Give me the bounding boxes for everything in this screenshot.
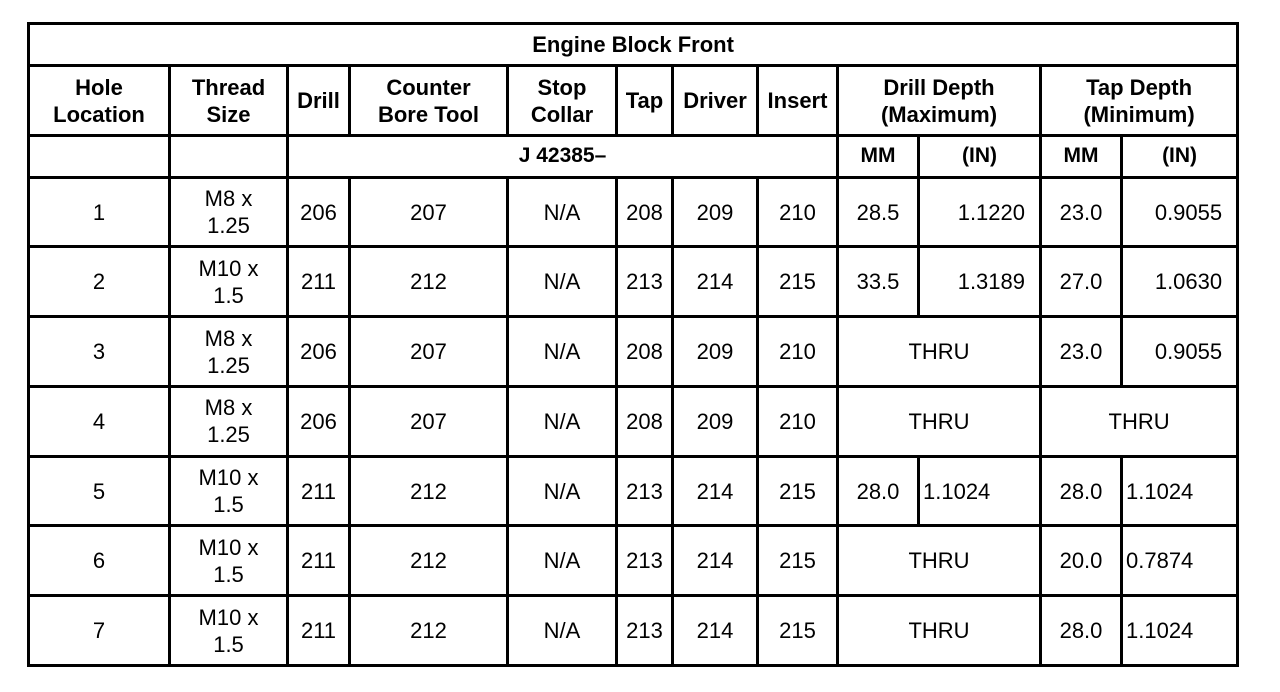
cell-insert: 215 xyxy=(758,596,838,666)
cell-tap-depth-mm: 20.0 xyxy=(1041,526,1122,596)
cell-drill-depth-in: 1.3189 xyxy=(919,247,1041,317)
cell-drill-depth-mm: 28.0 xyxy=(838,456,919,526)
cell-tap: 213 xyxy=(617,247,673,317)
header-thread-size-line2: Size xyxy=(206,101,251,127)
header-thread-size xyxy=(170,66,288,136)
cell-drill-depth-thru: THRU xyxy=(838,526,1041,596)
table-row xyxy=(29,177,1238,247)
cell-counter-bore: 212 xyxy=(350,456,508,526)
cell-tap: 208 xyxy=(617,177,673,247)
header-insert: Insert xyxy=(758,66,838,136)
cell-tap-depth-in: 0.7874 xyxy=(1122,526,1238,596)
header-tap: Tap xyxy=(617,66,673,136)
header-hole-location xyxy=(29,66,170,136)
cell-drill-depth-in: 1.1024 xyxy=(919,456,1041,526)
cell-driver: 209 xyxy=(673,317,758,387)
cell-drill: 211 xyxy=(288,526,350,596)
cell-thread-size xyxy=(170,596,288,666)
cell-tap-depth-mm: 28.0 xyxy=(1041,456,1122,526)
cell-stop-collar: N/A xyxy=(508,526,617,596)
cell-stop-collar: N/A xyxy=(508,177,617,247)
cell-hole-location: 7 xyxy=(29,596,170,666)
cell-tap-depth-mm: 23.0 xyxy=(1041,317,1122,387)
cell-thread-size xyxy=(170,456,288,526)
header-counter-bore-line2: Bore Tool xyxy=(377,101,480,127)
thread-size-line2: 1.25 xyxy=(207,352,250,378)
header-hole-location-line2: Location xyxy=(53,101,145,127)
cell-drill: 206 xyxy=(288,177,350,247)
cell-thread-size xyxy=(170,177,288,247)
cell-counter-bore: 207 xyxy=(350,386,508,456)
cell-insert: 215 xyxy=(758,456,838,526)
cell-drill: 211 xyxy=(288,247,350,317)
header-tap-depth-line1: Tap Depth xyxy=(1086,74,1193,100)
table-row xyxy=(29,596,1238,666)
cell-tap-depth-mm: 28.0 xyxy=(1041,596,1122,666)
cell-thread-size xyxy=(170,247,288,317)
cell-insert: 210 xyxy=(758,317,838,387)
header-hole-location-line1: Hole xyxy=(75,74,123,100)
cell-driver: 214 xyxy=(673,526,758,596)
cell-tap-depth-thru: THRU xyxy=(1041,386,1238,456)
cell-tap: 208 xyxy=(617,386,673,456)
header-thread-size-line1: Thread xyxy=(191,74,266,100)
header-counter-bore-line1: Counter xyxy=(386,74,471,100)
cell-counter-bore: 212 xyxy=(350,596,508,666)
table-row xyxy=(29,317,1238,387)
header-drill-depth xyxy=(838,66,1041,136)
cell-tap: 213 xyxy=(617,526,673,596)
subheader-tap-in: (IN) xyxy=(1122,136,1238,177)
header-drill-depth-line1: Drill Depth xyxy=(883,74,995,100)
cell-tap-depth-in: 1.0630 xyxy=(1122,247,1238,317)
engine-block-front-table xyxy=(27,22,1239,667)
thread-size-line1: M10 x xyxy=(198,255,259,281)
thread-size-line2: 1.25 xyxy=(207,422,250,448)
cell-tap: 213 xyxy=(617,456,673,526)
cell-tap-depth-in: 0.9055 xyxy=(1122,177,1238,247)
cell-insert: 215 xyxy=(758,526,838,596)
cell-thread-size xyxy=(170,386,288,456)
cell-driver: 209 xyxy=(673,386,758,456)
cell-tap-depth-mm: 23.0 xyxy=(1041,177,1122,247)
subheader-drill-mm: MM xyxy=(838,136,919,177)
cell-hole-location: 5 xyxy=(29,456,170,526)
cell-tap-depth-in: 0.9055 xyxy=(1122,317,1238,387)
subheader-drill-in: (IN) xyxy=(919,136,1041,177)
cell-tap: 208 xyxy=(617,317,673,387)
cell-drill-depth-thru: THRU xyxy=(838,386,1041,456)
cell-tap-depth-in: 1.1024 xyxy=(1122,596,1238,666)
thread-size-line2: 1.25 xyxy=(207,213,250,239)
subheader-tap-mm: MM xyxy=(1041,136,1122,177)
cell-counter-bore: 207 xyxy=(350,177,508,247)
cell-drill: 211 xyxy=(288,596,350,666)
cell-tap-depth-mm: 27.0 xyxy=(1041,247,1122,317)
cell-tap: 213 xyxy=(617,596,673,666)
thread-size-line2: 1.5 xyxy=(213,561,244,587)
cell-hole-location: 6 xyxy=(29,526,170,596)
header-driver: Driver xyxy=(673,66,758,136)
header-drill-depth-line2: (Maximum) xyxy=(880,101,998,127)
thread-size-line1: M10 x xyxy=(198,534,259,560)
thread-size-line1: M8 x xyxy=(204,395,253,421)
table-row xyxy=(29,526,1238,596)
cell-drill-depth-thru: THRU xyxy=(838,596,1041,666)
subheader-empty-hole xyxy=(29,136,170,177)
cell-drill-depth-thru: THRU xyxy=(838,317,1041,387)
header-drill: Drill xyxy=(288,66,350,136)
cell-insert: 210 xyxy=(758,177,838,247)
header-stop-collar-line2: Collar xyxy=(530,101,594,127)
cell-thread-size xyxy=(170,526,288,596)
cell-drill-depth-mm: 28.5 xyxy=(838,177,919,247)
table-row xyxy=(29,247,1238,317)
cell-stop-collar: N/A xyxy=(508,456,617,526)
cell-stop-collar: N/A xyxy=(508,317,617,387)
cell-tap-depth-in: 1.1024 xyxy=(1122,456,1238,526)
cell-stop-collar: N/A xyxy=(508,596,617,666)
cell-counter-bore: 207 xyxy=(350,317,508,387)
cell-driver: 209 xyxy=(673,177,758,247)
header-counter-bore-tool xyxy=(350,66,508,136)
subheader-tool-prefix: J 42385– xyxy=(288,136,838,177)
table-row xyxy=(29,456,1238,526)
cell-stop-collar: N/A xyxy=(508,247,617,317)
thread-size-line1: M10 x xyxy=(198,465,259,491)
header-tap-depth-line2: (Minimum) xyxy=(1083,101,1195,127)
thread-size-line2: 1.5 xyxy=(213,492,244,518)
thread-size-line2: 1.5 xyxy=(213,282,244,308)
cell-hole-location: 1 xyxy=(29,177,170,247)
cell-insert: 210 xyxy=(758,386,838,456)
cell-hole-location: 3 xyxy=(29,317,170,387)
header-stop-collar xyxy=(508,66,617,136)
header-stop-collar-line1: Stop xyxy=(537,74,587,100)
cell-drill: 206 xyxy=(288,386,350,456)
thread-size-line1: M8 x xyxy=(204,325,253,351)
cell-insert: 215 xyxy=(758,247,838,317)
cell-counter-bore: 212 xyxy=(350,247,508,317)
cell-driver: 214 xyxy=(673,596,758,666)
cell-driver: 214 xyxy=(673,247,758,317)
cell-hole-location: 2 xyxy=(29,247,170,317)
table-title: Engine Block Front xyxy=(29,24,1238,66)
header-tap-depth xyxy=(1041,66,1238,136)
thread-size-line1: M10 x xyxy=(198,604,259,630)
cell-drill: 206 xyxy=(288,317,350,387)
cell-drill-depth-mm: 33.5 xyxy=(838,247,919,317)
cell-driver: 214 xyxy=(673,456,758,526)
cell-counter-bore: 212 xyxy=(350,526,508,596)
subheader-empty-thread xyxy=(170,136,288,177)
cell-stop-collar: N/A xyxy=(508,386,617,456)
table-row xyxy=(29,386,1238,456)
thread-size-line2: 1.5 xyxy=(213,631,244,657)
cell-drill: 211 xyxy=(288,456,350,526)
cell-thread-size xyxy=(170,317,288,387)
cell-hole-location: 4 xyxy=(29,386,170,456)
cell-drill-depth-in: 1.1220 xyxy=(919,177,1041,247)
thread-size-line1: M8 x xyxy=(204,186,253,212)
